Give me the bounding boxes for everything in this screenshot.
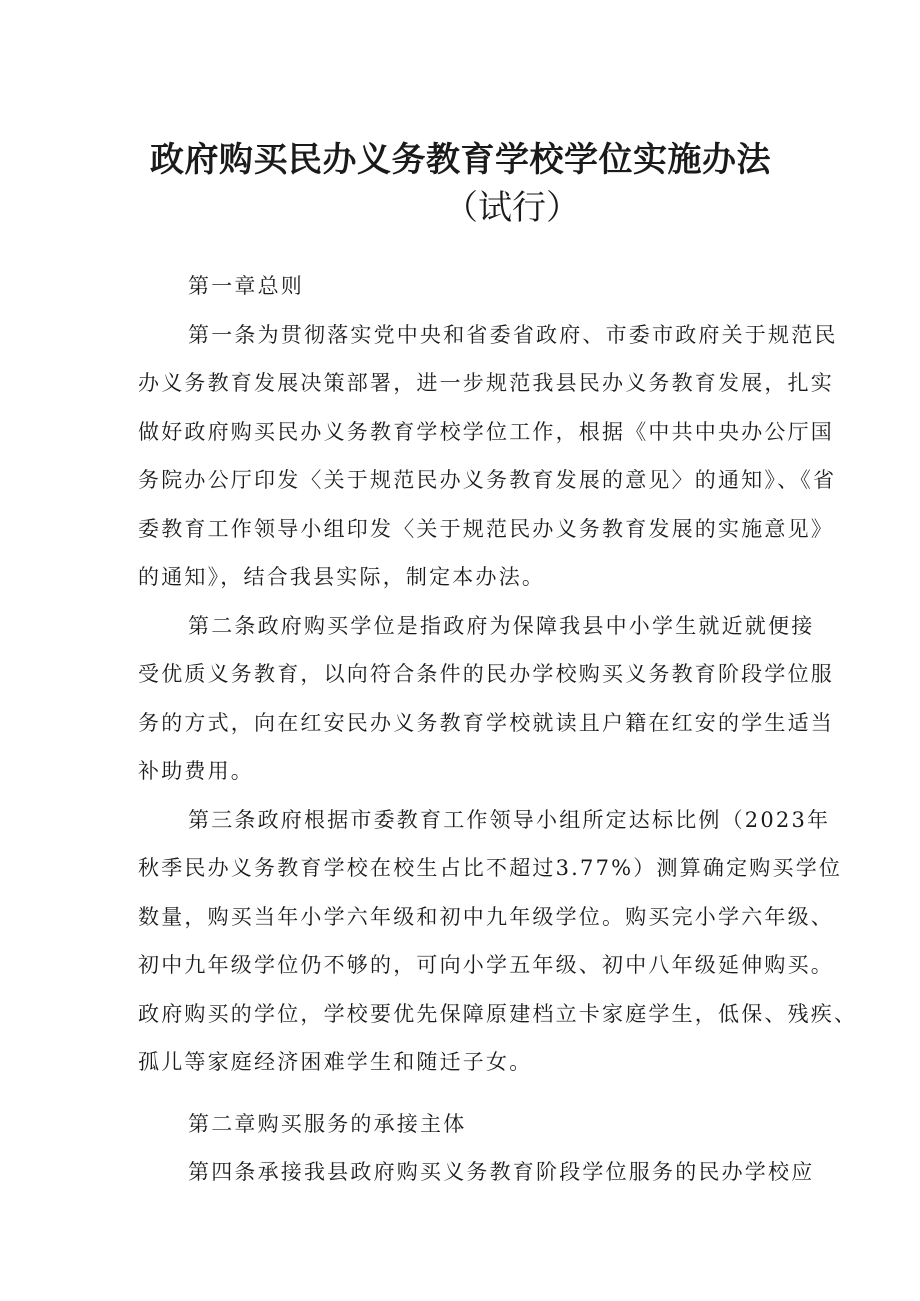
article-1-line-5: 委教育工作领导小组印发〈关于规范民办义务教育发展的实施意见》	[138, 516, 834, 541]
article-4-line-1: 第四条承接我县政府购买义务教育阶段学位服务的民办学校应	[188, 1160, 815, 1184]
section-spacer	[138, 1087, 798, 1100]
article-1-line-2: 办义务教育发展决策部署，进一步规范我县民办义务教育发展，扎实	[138, 371, 834, 395]
article-3-line-1: 第三条政府根据市委教育工作领导小组所定达标比例（2023年	[188, 807, 831, 832]
article-1-line-3: 做好政府购买民办义务教育学校学位工作，根据《中共中央办公厅国	[138, 419, 834, 444]
article-2-line-2: 受优质义务教育，以向符合条件的民办学校购买义务教育阶段学位服	[138, 662, 834, 686]
document-body	[138, 262, 858, 1197]
article-2-line-4: 补助费用。	[138, 759, 254, 783]
chapter-heading-2: 第二章购买服务的承接主体	[188, 1111, 467, 1136]
article-1-line-1: 第一条为贯彻落实党中央和省委省政府、市委市政府关于规范民	[188, 322, 838, 347]
article-2-line-1: 第二条政府购买学位是指政府为保障我县中小学生就近就便接	[188, 613, 815, 638]
document-subtitle: （试行）	[444, 188, 580, 228]
article-3-line-4: 初中九年级学位仍不够的，可向小学五年级、初中八年级延伸购买。	[138, 953, 834, 977]
article-1-line-4: 务院办公厅印发〈关于规范民办义务教育发展的意见〉的通知》、《省	[138, 468, 837, 492]
article-1-line-6: 的通知》，结合我县实际，制定本办法。	[138, 565, 546, 589]
article-3-line-2: 秋季民办义务教育学校在校生占比不超过3.77%）测算确定购买学位	[138, 856, 843, 880]
chapter-heading-1: 第一章总则	[188, 274, 304, 298]
article-3-line-3: 数量，购买当年小学六年级和初中九年级学位。购买完小学六年级、	[138, 904, 834, 929]
article-2-line-3: 务的方式，向在红安民办义务教育学校就读且户籍在红安的学生适当	[138, 710, 834, 735]
article-3-line-6: 孤儿等家庭经济困难学生和随迁子女。	[138, 1050, 533, 1074]
document-title: 政府购买民办义务教育学校学位实施办法	[150, 140, 771, 180]
article-3-line-5: 政府购买的学位，学校要优先保障原建档立卡家庭学生，低保、残疾、	[138, 1001, 858, 1026]
